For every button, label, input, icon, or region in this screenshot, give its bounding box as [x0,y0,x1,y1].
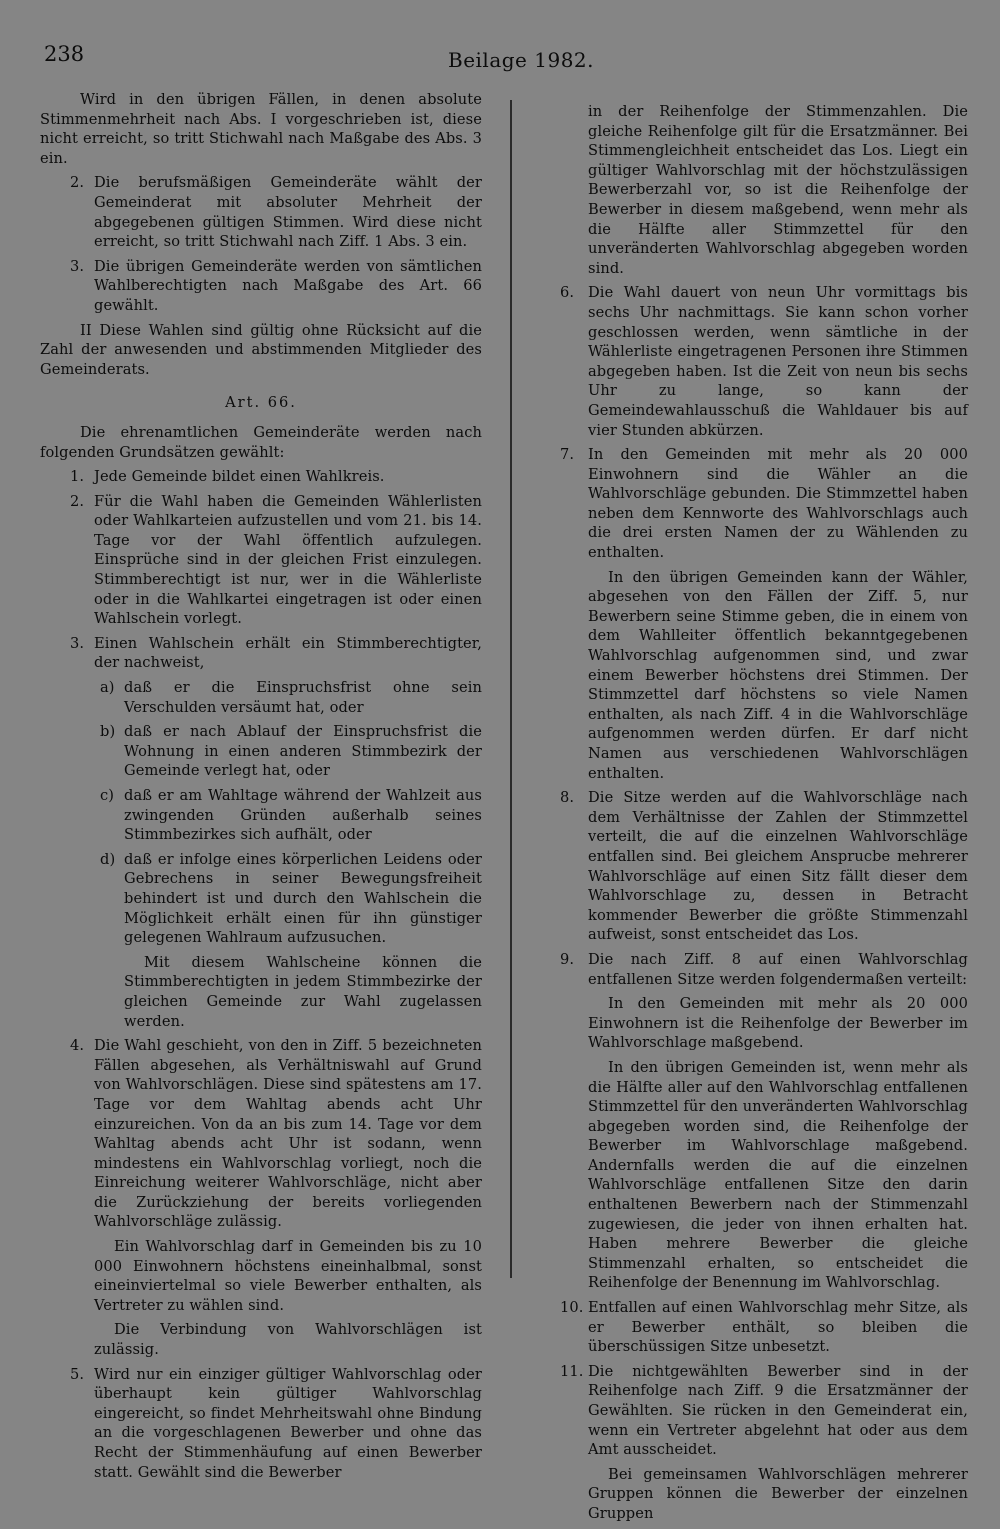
item-text: Einen Wahlschein erhält ein Stimmberechtigter, der nachweist, [94,634,482,672]
list-item [40,492,482,629]
sub-item [40,678,482,717]
left-column [40,90,482,1487]
item-number: 8. [560,789,575,807]
item-number: 2. [70,492,85,510]
item-number: 2. [70,174,85,192]
item-text: Die Sitze werden auf die Wahlvorschläge nach dem Verhältnisse der Zahlen der Stimmzettel verteilt, die auf die einzelnen Wahlvorschläge entfallen sind. Bei gleichem Ansprucbe mehrerer Wahlvorschläge auf einen Sitz fällt dieser dem Wahlvorschlage zu, dessen in Betracht kommender Bewerber die größte Stimmenzahl aufweist, sonst entscheidet das Los. [588,789,968,944]
item-text: Für die Wahl haben die Gemeinden Wählerlisten oder Wahlkarteien aufzustellen und vom 21. bis 14. Tage vor der Wahl öffentlich aufzulegen. Einsprüche sind in der gleichen Frist einzulegen. Stimmberechtigt ist nur, wer in die Wählerliste oder in die Wahlkartei eingetragen ist oder einen Wahlschein vorlegt. [94,492,482,628]
item-number: 4. [70,1037,85,1055]
right-column [560,102,968,1529]
list-item [560,1362,968,1460]
sub-item-letter: d) [100,850,116,868]
sub-item-text: daß er nach Ablauf der Einspruchsfrist die Wohnung in einen anderen Stimmbezirk der Gemeinde verlegt hat, oder [124,723,482,780]
list-item [40,634,482,673]
sub-item-text: daß er die Einspruchsfrist ohne sein Verschulden versäumt hat, oder [124,679,482,716]
item-text: Die übrigen Gemeinderäte werden von sämtlichen Wahlberechtigten nach Maßgabe des Art. 66 gewählt. [94,257,482,314]
column-rule [510,100,512,1278]
item-number: 7. [560,446,575,464]
item-text: Die Wahl geschieht, von den in Ziff. 5 bezeichneten Fällen abgesehen, als Verhältniswahl auf Grund von Wahlvorschlägen. Diese sind spätestens am 17. Tage vor dem Wahltag abends acht Uhr einzureichen. Von da an bis zum 14. Tage vor dem Wahltag abends acht Uhr ist sodann, wenn mindestens ein Wahlvorschlag vorliegt, noch die Einreichung weiterer Wahlvorschläge, nicht aber die Zurückziehung der bereits vorliegenden Wahlvorschläge zulässig. [94,1037,482,1231]
paragraph-ii: II Diese Wahlen sind gültig ohne Rücksicht auf die Zahl der anwesenden und abstimmenden Mitglieder des Gemeinderats. [40,321,482,378]
item-number: 11. [560,1362,584,1380]
item-text: Die nichtgewählten Bewerber sind in der Reihenfolge nach Ziff. 9 die Ersatzmänner der Gewählten. Sie rücken in den Gemeinderat ein, wenn ein Vertreter abgelehnt hat oder aus dem Amt ausscheidet. [588,1362,968,1459]
list-item [560,445,968,563]
item-number: 3. [70,634,85,652]
item-continuation: In den übrigen Gemeinden ist, wenn mehr als die Hälfte aller auf den Wahlvorschlag entfallenen Stimmzettel für den unveränderten Wahlvorschlag abgegeben worden sind, die Reihenfolge der Bewerber im Wahlvorschlage maßgebend. Andernfalls werden die auf die einzelnen Wahlvorschläge entfallenen Sitze den darin enthaltenen Bewerbern nach der Stimmenzahl zugewiesen, die jeder von ihnen erhalten hat. Haben mehrere Bewerber die gleiche Stimmenzahl erhalten, so entscheidet die Reihenfolge der Benennung im Wahlvorschlag. [588,1058,968,1292]
item-text: Die Wahl dauert von neun Uhr vormittags bis sechs Uhr nachmittags. Sie kann schon vorher geschlossen werden, wenn sämtliche in der Wählerliste eingetragenen Personen ihre Stimmen abgegeben haben. Ist die Zeit von neun bis sechs Uhr zu lange, so kann der Gemeindewahlausschuß die Wahldauer bis auf vier Stunden abkürzen. [588,284,968,439]
item-number: 3. [70,257,85,275]
item-text: Die berufsmäßigen Gemeinderäte wählt der Gemeinderat mit absoluter Mehrheit der abgegebenen gültigen Stimmen. Wird diese nicht erreicht, so tritt Stichwahl nach Ziff. 1 Abs. 3 ein. [94,174,482,251]
page-title: Beilage 1982. [448,48,595,72]
item-continuation: In den übrigen Gemeinden kann der Wähler, abgesehen von den Fällen der Ziff. 5, nur Bewerbern seine Stimme geben, die in einem von dem Wahlleiter öffentlich bekanntgegebenen Wahlvorschlag aufgenommen sind, und zwar einem Bewerber höchstens drei Stimmen. Der Stimmzettel darf höchstens so viele Namen enthalten, als nach Ziff. 4 in die Wahlvorschläge aufgenommen werden dürfen. Er darf nicht Namen aus verschiedenen Wahlvorschlägen enthalten. [588,568,968,782]
list-item [40,257,482,316]
sub-item-letter: c) [100,787,115,804]
item-continuation: In den Gemeinden mit mehr als 20 000 Einwohnern ist die Reihenfolge der Bewerber im Wahlvorschlage maßgebend. [588,995,968,1052]
list-item [40,1036,482,1232]
sub-item-continuation: Mit diesem Wahlscheine können die Stimmberechtigten in jedem Stimmbezirke der gleichen Gemeinde zur Wahl zugelassen werden. [124,953,482,1030]
sub-item-text: daß er am Wahltage während der Wahlzeit aus zwingenden Gründen außerhalb seines Stimmbezirkes sich aufhält, oder [124,787,482,844]
list-item [40,1365,482,1483]
sub-item-text: daß er infolge eines körperlichen Leidens oder Gebrechens in seiner Bewegungsfreiheit behindert ist und durch den Wahlschein die Möglichkeit erhält einen für ihn günstiger gelegenen Wahlraum aufzusuchen. [124,850,482,947]
list-item [560,788,968,945]
item-text: Jede Gemeinde bildet einen Wahlkreis. [94,468,385,486]
list-item [40,173,482,251]
sub-item-letter: b) [100,723,116,741]
item-text: In den Gemeinden mit mehr als 20 000 Einwohnern sind die Wähler an die Wahlvorschläge gebunden. Die Stimmzettel haben neben dem Kennworte des Wahlvorschlags auch die drei ersten Namen der zu Wählenden zu enthalten. [588,446,968,562]
item-continuation: Bei gemeinsamen Wahlvorschlägen mehrerer Gruppen können die Bewerber der einzelnen Gruppen [588,1465,968,1522]
item-continuation: Die Verbindung von Wahlvorschlägen ist zulässig. [94,1321,482,1359]
sub-item [40,850,482,948]
item-continuation: in der Reihenfolge der Stimmenzahlen. Die gleiche Reihenfolge gilt für die Ersatzmänner. Bei Stimmengleichheit entscheidet das Los. Liegt ein gültiger Wahlvorschlag mit der höchstzulässigen Bewerberzahl vor, so ist die Reihenfolge der Bewerber in diesem maßgebend, wenn mehr als die Hälfte aller Stimmzettel für den unveränderten Wahlvorschlag abgegeben worden sind. [588,103,968,277]
item-number: 10. [560,1299,584,1317]
item-number: 9. [560,950,575,968]
sub-item [40,722,482,781]
item-continuation: Ein Wahlvorschlag darf in Gemeinden bis zu 10 000 Einwohnern höchstens eineinhalbmal, sonst eineinviertelmal so viele Bewerber enthalten, als Vertreter zu wählen sind. [94,1238,482,1314]
item-number: 1. [70,468,85,486]
list-item [560,1298,968,1357]
item-text: Wird nur ein einziger gültiger Wahlvorschlag oder überhaupt kein gültiger Wahlvorschlag eingereicht, so findet Mehrheitswahl ohne Bindung an die vorgeschlagenen Bewerber und ohne das Recht der Stimmenhäufung auf einen Bewerber statt. Gewählt sind die Bewerber [94,1365,482,1481]
item-text: Die nach Ziff. 8 auf einen Wahlvorschlag entfallenen Sitze werden folgendermaßen verteilt: [588,950,968,988]
item-number: 6. [560,284,575,302]
list-item [560,950,968,989]
list-item [560,283,968,440]
item-number: 5. [70,1365,85,1383]
article-heading: Art. 66. [225,394,297,412]
article-intro: Die ehrenamtlichen Gemeinderäte werden nach folgenden Grundsätzen gewählt: [40,423,482,461]
sub-item-letter: a) [100,679,115,697]
list-item [40,467,482,487]
sub-item [40,786,482,845]
page-number: 238 [44,42,85,66]
intro-paragraph: Wird in den übrigen Fällen, in denen absolute Stimmenmehrheit nach Abs. I vorgeschrieben ist, diese nicht erreicht, so tritt Stichwahl nach Maßgabe des Abs. 3 ein. [40,91,482,167]
item-text: Entfallen auf einen Wahlvorschlag mehr Sitze, als er Bewerber enthält, so bleiben die überschüssigen Sitze unbesetzt. [588,1299,968,1356]
